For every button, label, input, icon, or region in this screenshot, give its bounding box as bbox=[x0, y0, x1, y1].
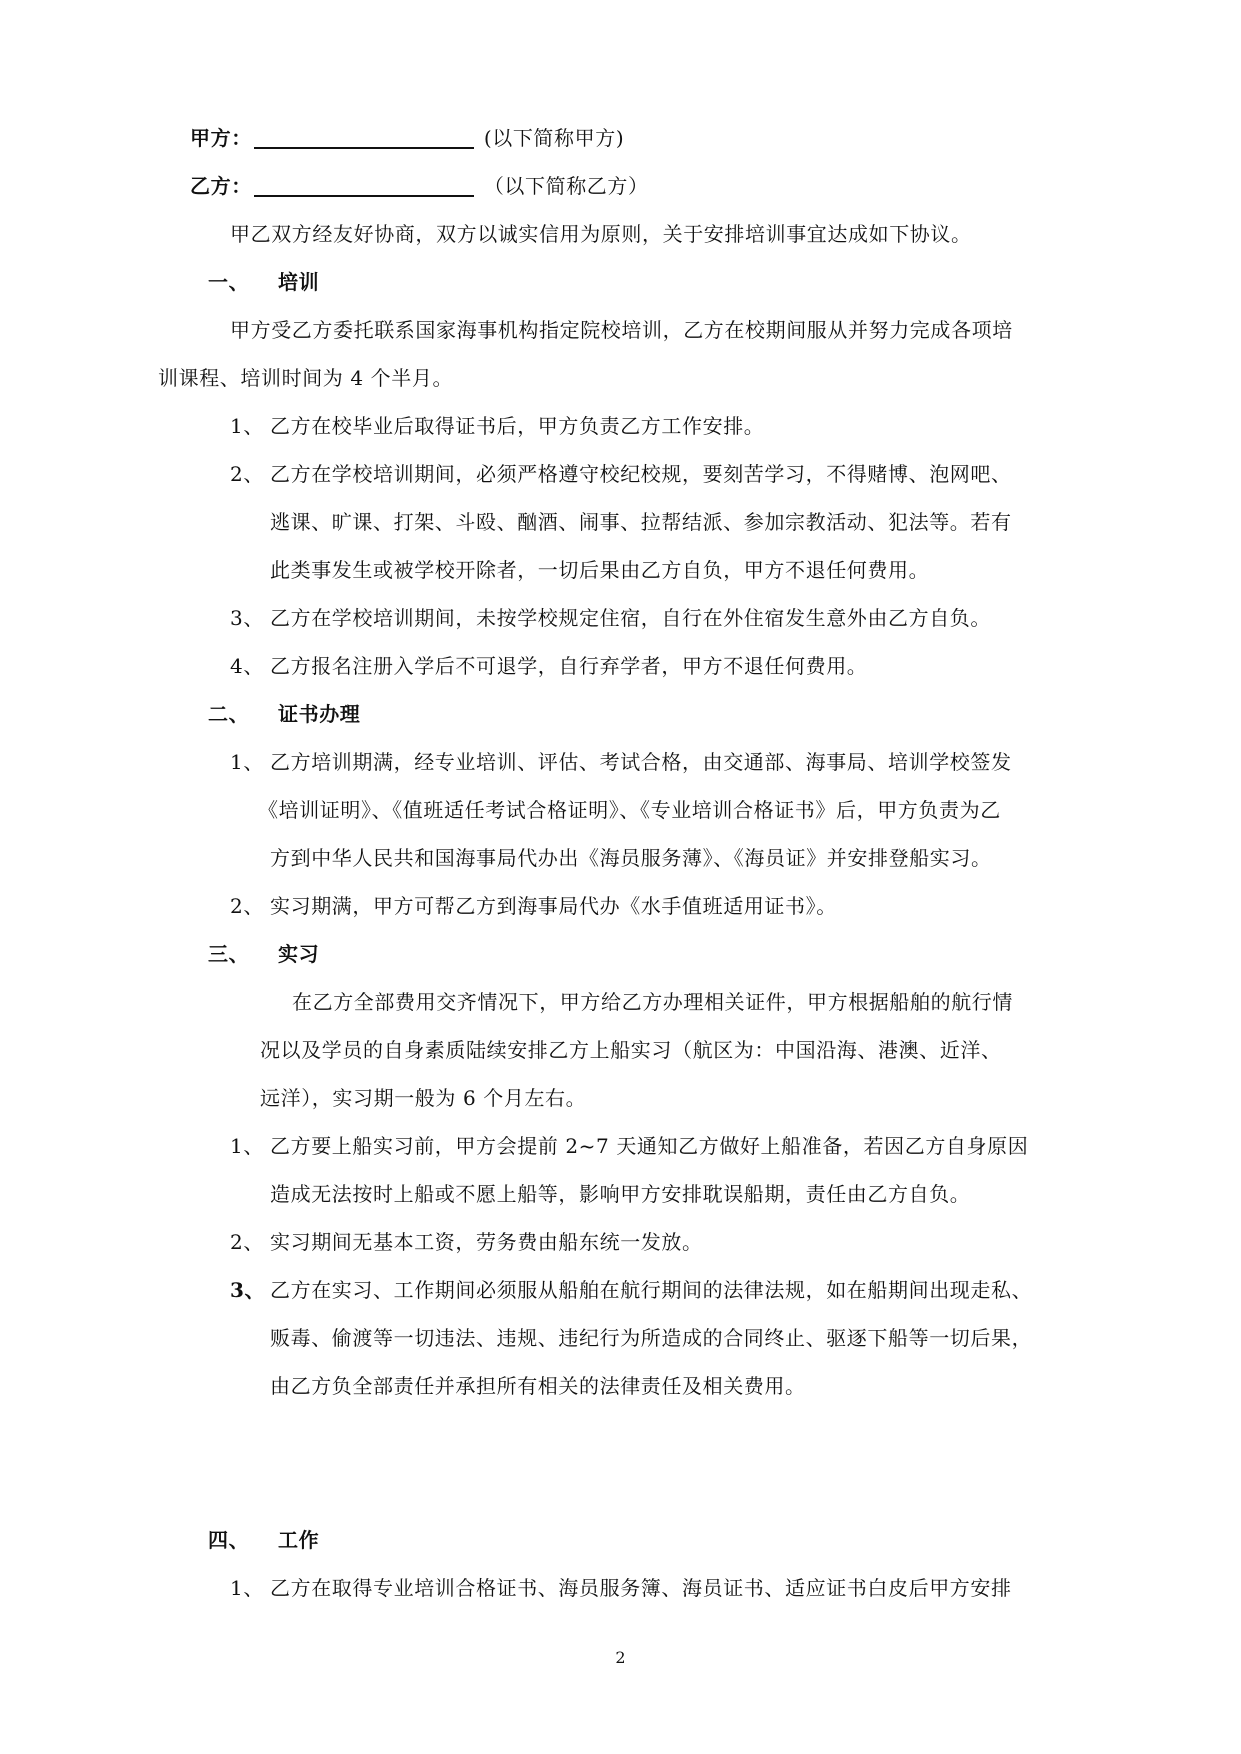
section-4-number: 四、 bbox=[208, 1528, 250, 1552]
list-item-text: 乙方报名注册入学后不可退学，自行弃学者，甲方不退任何费用。 bbox=[270, 654, 868, 678]
list-item bbox=[230, 462, 1012, 486]
list-item-text: 乙方在校毕业后取得证书后，甲方负责乙方工作安排。 bbox=[270, 414, 765, 438]
list-item-text: 乙方在实习、工作期间必须服从船舶在航行期间的法律法规，如在船期间出现走私、 bbox=[270, 1278, 1033, 1302]
list-item-continuation: 《培训证明》、《值班适任考试合格证明》、《专业培训合格证书》后，甲方负责为乙 bbox=[258, 798, 1001, 822]
list-item bbox=[230, 1134, 1028, 1158]
list-item-continuation: 逃课、旷课、打架、斗殴、酗酒、闹事、拉帮结派、参加宗教活动、犯法等。若有 bbox=[270, 510, 1012, 534]
party-a-note: (以下简称甲方) bbox=[483, 126, 625, 150]
list-item-continuation: 此类事发生或被学校开除者，一切后果由乙方自负，甲方不退任何费用。 bbox=[270, 558, 930, 582]
list-item-continuation: 由乙方负全部责任并承担所有相关的法律责任及相关费用。 bbox=[270, 1374, 806, 1398]
list-item-continuation: 方到中华人民共和国海事局代办出《海员服务薄》、《海员证》并安排登船实习。 bbox=[270, 846, 992, 870]
list-item bbox=[230, 414, 764, 438]
list-item-text: 乙方在学校培训期间，未按学校规定住宿，自行在外住宿发生意外由乙方自负。 bbox=[270, 606, 991, 630]
list-item-text: 乙方培训期满，经专业培训、评估、考试合格，由交通部、海事局、培训学校签发 bbox=[270, 750, 1012, 774]
list-item-text: 实习期满，甲方可帮乙方到海事局代办《水手值班适用证书》。 bbox=[270, 894, 837, 918]
section-3-paragraph-line: 远洋），实习期一般为 6 个月左右。 bbox=[260, 1086, 587, 1110]
section-3-paragraph-line: 况以及学员的自身素质陆续安排乙方上船实习（航区为：中国沿海、港澳、近洋、 bbox=[260, 1038, 1002, 1062]
list-item-number: 2、 bbox=[230, 1230, 264, 1254]
section-1-paragraph-line: 训课程、培训时间为 4 个半月。 bbox=[158, 366, 454, 390]
section-1-number: 一、 bbox=[208, 270, 250, 294]
section-3-number: 三、 bbox=[208, 942, 250, 966]
list-item bbox=[230, 654, 867, 678]
list-item-continuation: 造成无法按时上船或不愿上船等，影响甲方安排耽误船期，责任由乙方自负。 bbox=[270, 1182, 971, 1206]
list-item-number: 1、 bbox=[230, 1134, 264, 1158]
list-item-number: 2、 bbox=[230, 462, 264, 486]
list-item bbox=[230, 1230, 703, 1254]
party-b-label: 乙方： bbox=[190, 174, 252, 198]
intro-paragraph: 甲乙双方经友好协商，双方以诚实信用为原则，关于安排培训事宜达成如下协议。 bbox=[230, 222, 972, 246]
list-item-number: 1、 bbox=[230, 750, 264, 774]
section-2-number: 二、 bbox=[208, 702, 250, 726]
list-item bbox=[230, 606, 991, 630]
section-3-title: 实习 bbox=[278, 942, 320, 966]
party-b-note: （以下简称乙方） bbox=[483, 174, 649, 198]
section-2-heading bbox=[208, 702, 360, 726]
list-item-text: 实习期间无基本工资，劳务费由船东统一发放。 bbox=[270, 1230, 703, 1254]
section-3-paragraph-line: 在乙方全部费用交齐情况下，甲方给乙方办理相关证件，甲方根据船舶的航行情 bbox=[292, 990, 1013, 1014]
list-item-number: 3、 bbox=[230, 1278, 266, 1302]
section-1-title: 培训 bbox=[278, 270, 320, 294]
list-item-number: 1、 bbox=[230, 414, 264, 438]
list-item-number: 3、 bbox=[230, 606, 264, 630]
party-b-blank bbox=[254, 177, 474, 197]
section-2-title: 证书办理 bbox=[278, 702, 361, 726]
list-item-number: 4、 bbox=[230, 654, 264, 678]
list-item-text: 乙方在取得专业培训合格证书、海员服务簿、海员证书、适应证书白皮后甲方安排 bbox=[270, 1576, 1012, 1600]
list-item-number: 1、 bbox=[230, 1576, 264, 1600]
list-item-text: 乙方在学校培训期间，必须严格遵守校纪校规，要刻苦学习，不得赌博、泡网吧、 bbox=[270, 462, 1012, 486]
section-4-title: 工作 bbox=[278, 1528, 320, 1552]
party-b-line bbox=[190, 174, 649, 198]
party-a-blank bbox=[254, 129, 474, 149]
list-item bbox=[230, 1278, 1032, 1302]
list-item bbox=[230, 750, 1012, 774]
list-item-continuation: 贩毒、偷渡等一切违法、违规、违纪行为所造成的合同终止、驱逐下船等一切后果， bbox=[270, 1326, 1033, 1350]
list-item-text: 乙方要上船实习前，甲方会提前 2~7 天通知乙方做好上船准备，若因乙方自身原因 bbox=[270, 1134, 1029, 1158]
section-4-heading bbox=[208, 1528, 319, 1552]
page-number: 2 bbox=[615, 1648, 626, 1667]
list-item bbox=[230, 894, 837, 918]
section-3-heading bbox=[208, 942, 319, 966]
list-item-number: 2、 bbox=[230, 894, 264, 918]
section-1-heading bbox=[208, 270, 319, 294]
list-item bbox=[230, 1576, 1012, 1600]
party-a-label: 甲方： bbox=[190, 126, 252, 150]
section-1-paragraph-line: 甲方受乙方委托联系国家海事机构指定院校培训，乙方在校期间服从并努力完成各项培 bbox=[230, 318, 1013, 342]
party-a-line bbox=[190, 126, 624, 150]
